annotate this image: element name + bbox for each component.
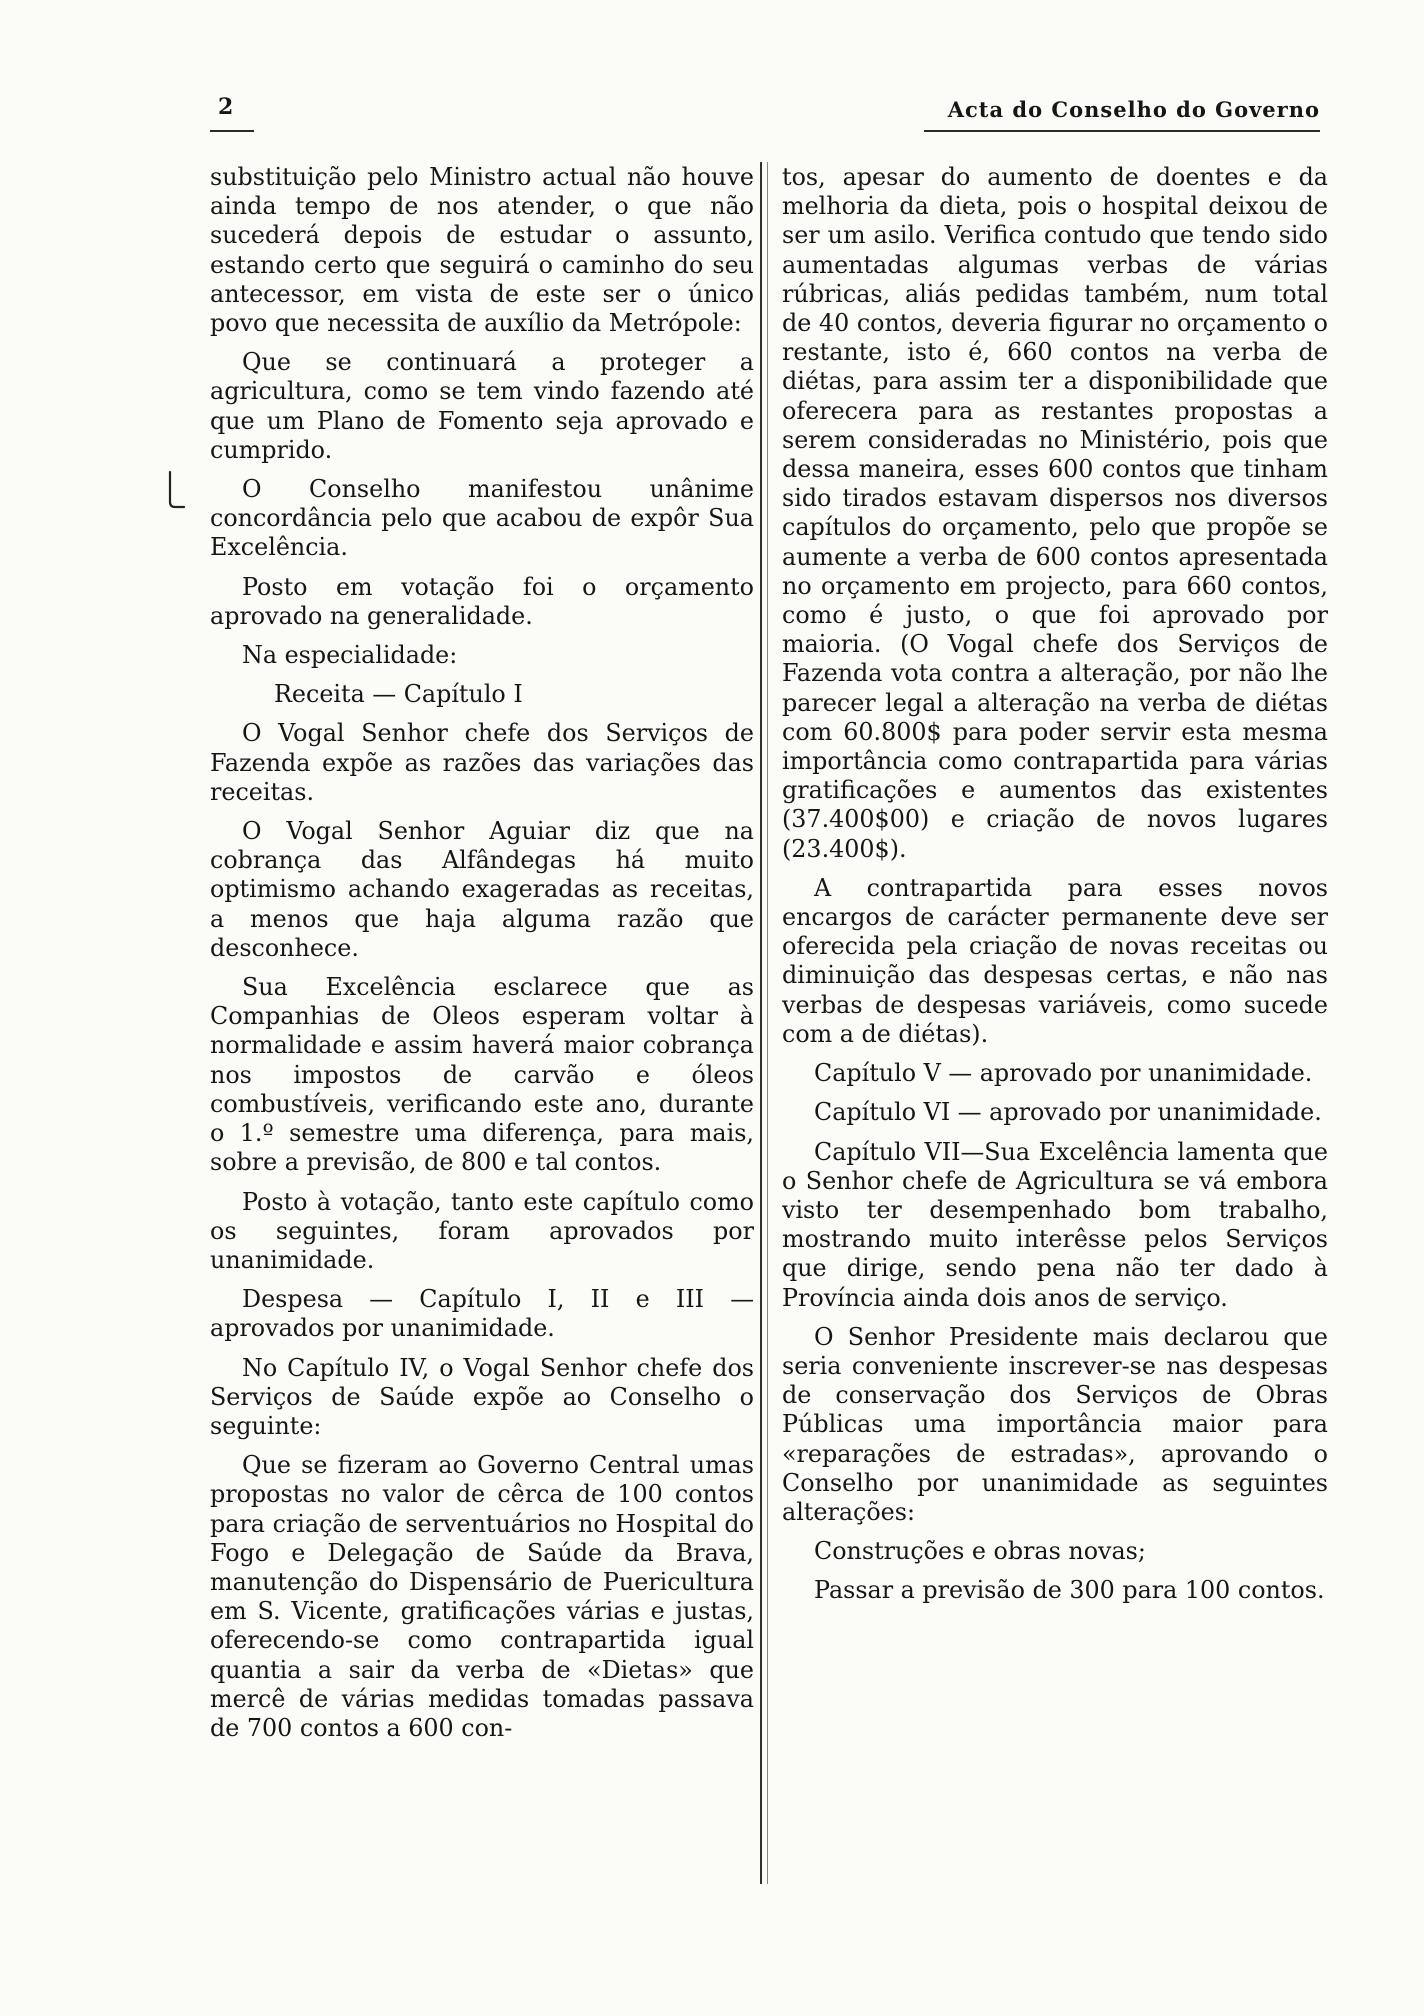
paragraph-companhias-oleos: Sua Excelência esclarece que as Companhias de Oleos esperam voltar à normalidade e assim haverá maior cobrança nos impostos de carvão e óleos combustíveis, verificando este ano, durante o 1.º semestre uma diferença, para mais, sobre a previsão, de 800 e tal contos.: [210, 973, 754, 1177]
margin-bracket-mark: [165, 470, 185, 510]
paragraph-despesa-capitulos: Despesa — Capítulo I, II e III — aprovados por unanimidade.: [210, 1285, 754, 1343]
column-divider-secondary: [767, 162, 768, 1884]
paragraph-fazenda-receitas: O Vogal Senhor chefe dos Serviços de Fazenda expõe as razões das variações das receitas.: [210, 719, 754, 806]
paragraph-capitulo-v: Capítulo V — aprovado por unanimidade.: [814, 1059, 1313, 1088]
paragraph-construcoes: Construções e obras novas;: [814, 1537, 1146, 1566]
paragraph-substituicao: substituição pelo Ministro actual não houve ainda tempo de nos atender, o que não sucederá depois de estudar o assunto, estando certo que seguirá o caminho do seu antecessor, em vista de este ser o único povo que necessita de auxílio da Metrópole:: [210, 163, 754, 338]
paragraph-contrapartida: A contrapartida para esses novos encargos de carácter permanente deve ser oferecida pela criação de novas receitas ou diminuição das despesas certas, e não nas verbas de despesas variáveis, como sucede com a de diétas).: [782, 873, 1328, 1048]
running-title: Acta do Conselho do Governo: [947, 97, 1320, 122]
paragraph-aguiar-alfandegas: O Vogal Senhor Aguiar diz que na cobrança das Alfândegas há muito optimismo achando exageradas as receitas, a menos que haja alguma razão que desconhece.: [210, 817, 754, 962]
right-text-column: [782, 163, 1328, 1616]
paragraph-especialidade: Na especialidade:: [242, 641, 458, 670]
paragraph-capitulo-vii: Capítulo VII—Sua Excelência lamenta que o Senhor chefe de Agricultura se vá embora visto ter desempenhado bom trabalho, mostrando muito interêsse pelos Serviços que dirige, sendo pena não ter dado à Província ainda dois anos de serviço.: [782, 1137, 1328, 1312]
paragraph-presidente-obras-publicas: O Senhor Presidente mais declarou que seria conveniente inscrever-se nas despesas de conservação dos Serviços de Obras Públicas uma importância maior para «reparações de estradas», aprovando o Conselho por unanimidade as seguintes alterações:: [782, 1322, 1328, 1526]
paragraph-passar-previsao: Passar a previsão de 300 para 100 contos.: [814, 1576, 1325, 1605]
paragraph-capitulo-vi: Capítulo VI — aprovado por unanimidade.: [814, 1098, 1322, 1127]
page-number-rule: [210, 130, 254, 132]
column-divider: [760, 162, 762, 1884]
paragraph-dietas-continuacao: tos, apesar do aumento de doentes e da melhoria da dieta, pois o hospital deixou de ser um asilo. Verifica contudo que tendo sido aumentadas algumas verbas de várias rúbricas, aliás pedidas também, num total de 40 contos, deveria figurar no orçamento o restante, isto é, 660 contos na verba de diétas, para assim ter a disponibilidade que oferecera para as restantes propostas a serem consideradas no Ministério, pois que dessa maneira, esses 600 contos que tinham sido tirados estavam dispersos nos diversos capítulos do orçamento, pelo que propõe se aumente a verba de 600 contos apresentada no orçamento em projecto, para 660 contos, como é justo, o que foi aprovado por maioria. (O Vogal chefe dos Serviços de Fazenda vota contra a alteração, por não lhe parecer legal a alteração na verba de diétas com 60.800$ para poder servir esta mesma importância como contrapartida para várias gratificações e aumentos das existentes (37.400$00) e criação de novos lugares (23.400$).: [782, 163, 1328, 863]
page-number: 2: [218, 94, 235, 120]
paragraph-agricultura: Que se continuará a proteger a agricultura, como se tem vindo fazendo até que um Plano de Fomento seja aprovado e cumprido.: [210, 348, 754, 464]
paragraph-votacao-generalidade: Posto em votação foi o orçamento aprovado na generalidade.: [210, 572, 754, 630]
paragraph-conselho-concordancia: O Conselho manifestou unânime concordância pelo que acabou de expôr Sua Excelência.: [210, 475, 754, 562]
left-text-column: [210, 163, 754, 1753]
running-title-rule: [924, 130, 1320, 132]
heading-receita-capitulo-i: Receita — Capítulo I: [274, 680, 523, 709]
paragraph-propostas-governo-central: Que se fizeram ao Governo Central umas propostas no valor de cêrca de 100 contos para criação de serventuários no Hospital do Fogo e Delegação de Saúde da Brava, manutenção do Dispensário de Puericultura em S. Vicente, gratificações várias e justas, oferecendo-se como contrapartida igual quantia a sair da verba de «Dietas» que mercê de várias medidas tomadas passava de 700 contos a 600 con-: [210, 1451, 754, 1742]
page-header: [210, 92, 1320, 130]
paragraph-capitulo-iv-saude: No Capítulo IV, o Vogal Senhor chefe dos Serviços de Saúde expõe ao Conselho o seguinte:: [210, 1353, 754, 1440]
paragraph-votacao-capitulos: Posto à votação, tanto este capítulo como os seguintes, foram aprovados por unanimidade.: [210, 1187, 754, 1274]
